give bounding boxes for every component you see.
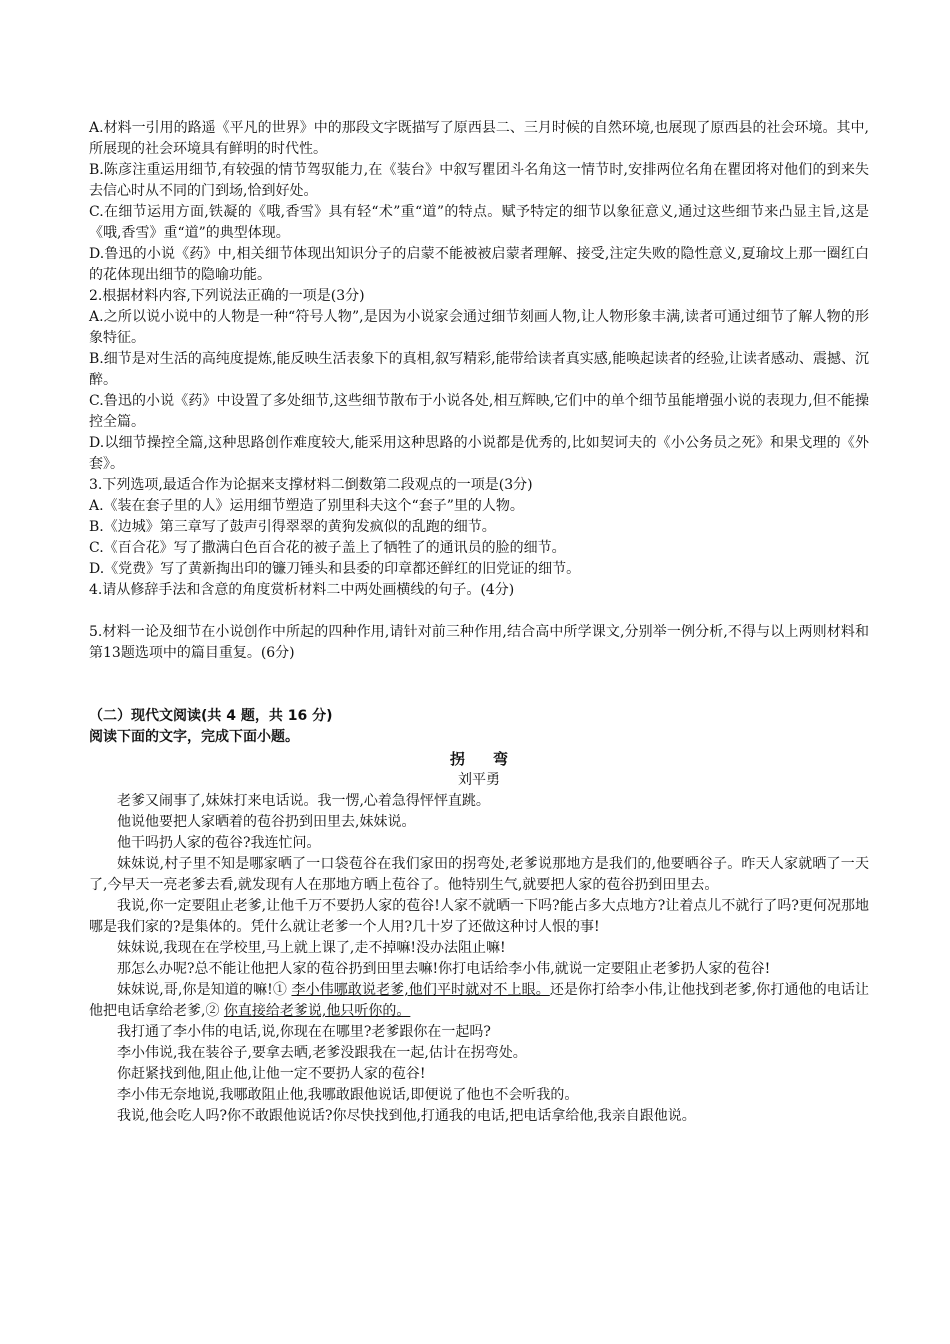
underlined-sentence-1: 李小伟哪敢说老爹,他们平时就对不上眼。 xyxy=(291,982,550,998)
story-paragraph: 妹妹说,我现在在学校里,马上就上课了,走不掉嘛!没办法阻止嘛! xyxy=(117,940,506,956)
q1-option-b: B.陈彦注重运用细节,有较强的情节驾驭能力,在《装台》中叙写瞿团斗名角这一情节时,安排两位名角在瞿团将对他们的到来失去信心时从不同的门到场,恰到好处。 xyxy=(89,162,869,199)
story-paragraph: 他干吗扔人家的苞谷?我连忙问。 xyxy=(117,835,321,851)
q2-stem: 2.根据材料内容,下列说法正确的一项是(3分) xyxy=(89,288,365,304)
q2-option-d: D.以细节操控全篇,这种思路创作难度较大,能采用这种思路的小说都是优秀的,比如契诃夫的《小公务员之死》和果戈理的《外套》。 xyxy=(89,435,869,472)
story-paragraph: 你赶紧找到他,阻止他,让他一定不要扔人家的苞谷! xyxy=(117,1066,426,1082)
para-text: 妹妹说,哥,你是知道的嘛!① xyxy=(117,982,292,998)
story-paragraph: 我说,你一定要阻止老爹,让他千万不要扔人家的苞谷!人家不就晒一下吗?能占多大点地方?让着点儿不就行了吗?更何况那地哪是我们家的?是集体的。凭什么就让老爹一个人用?几十岁了还做这种讨人恨的事! xyxy=(89,898,869,935)
para-text: 还是你打给李小伟,让他找到老爹,你打通他的电话让他把电话拿给老爹,② xyxy=(89,982,869,1019)
section-instruction: 阅读下面的文字，完成下面小题。 xyxy=(89,729,299,745)
q2-option-b: B.细节是对生活的高纯度提炼,能反映生活表象下的真相,叙写精彩,能带给读者真实感,能唤起读者的经验,让读者感动、震撼、沉醉。 xyxy=(89,351,869,388)
section-heading: （二）现代文阅读(共 4 题，共 16 分) xyxy=(89,708,333,724)
story-paragraph: 他说他要把人家晒着的苞谷扔到田里去,妹妹说。 xyxy=(117,814,416,830)
q2-option-c: C.鲁迅的小说《药》中设置了多处细节,这些细节散布于小说各处,相互辉映,它们中的单个细节虽能增强小说的表现力,但不能操控全篇。 xyxy=(89,393,869,430)
q3-stem: 3.下列选项,最适合作为论据来支撑材料二倒数第二段观点的一项是(3分) xyxy=(89,477,533,493)
story-paragraph: 妹妹说,村子里不知是哪家晒了一口袋苞谷在我们家田的拐弯处,老爹说那地方是我们的,他要晒谷子。昨天人家就晒了一天了,今早天一亮老爹去看,就发现有人在那地方晒上苞谷了。他特别生气,就要把人家的苞谷扔到田里去。 xyxy=(89,856,869,893)
story-paragraph-underlined xyxy=(89,980,869,1022)
underlined-sentence-2: 你直接给老爹说,他只听你的。 xyxy=(223,1003,411,1019)
q1-option-a: A.材料一引用的路遥《平凡的世界》中的那段文字既描写了原西县二、三月时候的自然环境,也展现了原西县的社会环境。其中,所展现的社会环境具有鲜明的时代性。 xyxy=(89,120,869,157)
story-paragraph: 李小伟说,我在装谷子,要拿去晒,老爹没跟我在一起,估计在拐弯处。 xyxy=(117,1045,527,1061)
story-paragraph: 我打通了李小伟的电话,说,你现在在哪里?老爹跟你在一起吗? xyxy=(117,1024,491,1040)
story-title: 拐弯 xyxy=(449,750,536,768)
q4-stem: 4.请从修辞手法和含意的角度赏析材料二中两处画横线的句子。(4分) xyxy=(89,582,515,598)
spacer xyxy=(89,664,869,706)
story-paragraph: 李小伟无奈地说,我哪敢阻止他,我哪敢跟他说话,即便说了他也不会听我的。 xyxy=(117,1087,579,1103)
document-page xyxy=(89,118,869,1127)
story-paragraph: 老爹又闹事了,妹妹打来电话说。我一愣,心着急得怦怦直跳。 xyxy=(117,793,490,809)
q3-option-c: C.《百合花》写了撒满白色百合花的被子盖上了牺牲了的通讯员的脸的细节。 xyxy=(89,540,566,556)
q3-option-d: D.《党费》写了黄新掏出印的镰刀锤头和县委的印章都还鲜红的旧党证的细节。 xyxy=(89,561,581,577)
story-paragraph: 我说,他会吃人吗?你不敢跟他说话?你尽快找到他,打通我的电话,把电话拿给他,我亲自跟他说。 xyxy=(117,1108,696,1124)
q1-option-d: D.鲁迅的小说《药》中,相关细节体现出知识分子的启蒙不能被被启蒙者理解、接受,注定失败的隐性意义,夏瑜坟上那一圈红白的花体现出细节的隐喻功能。 xyxy=(89,246,869,283)
q5-stem: 5.材料一论及细节在小说创作中所起的四种作用,请针对前三种作用,结合高中所学课文,分别举一例分析,不得与以上两则材料和第13题选项中的篇目重复。(6分) xyxy=(89,624,869,661)
story-paragraph: 那怎么办呢?总不能让他把人家的苞谷扔到田里去嘛!你打电话给李小伟,就说一定要阻止老爹扔人家的苞谷! xyxy=(117,961,771,977)
q3-option-a: A.《装在套子里的人》运用细节塑造了别里科夫这个“套子”里的人物。 xyxy=(89,498,524,514)
q2-option-a: A.之所以说小说中的人物是一种“符号人物”,是因为小说家会通过细节刻画人物,让人物形象丰满,读者可通过细节了解人物的形象特征。 xyxy=(89,309,869,346)
story-author: 刘平勇 xyxy=(458,772,500,788)
spacer xyxy=(89,601,869,622)
q3-option-b: B.《边城》第三章写了鼓声引得翠翠的黄狗发疯似的乱跑的细节。 xyxy=(89,519,496,535)
q1-option-c: C.在细节运用方面,铁凝的《哦,香雪》具有轻“术”重“道”的特点。赋予特定的细节以象征意义,通过这些细节来凸显主旨,这是《哦,香雪》重“道”的典型体现。 xyxy=(89,204,869,241)
